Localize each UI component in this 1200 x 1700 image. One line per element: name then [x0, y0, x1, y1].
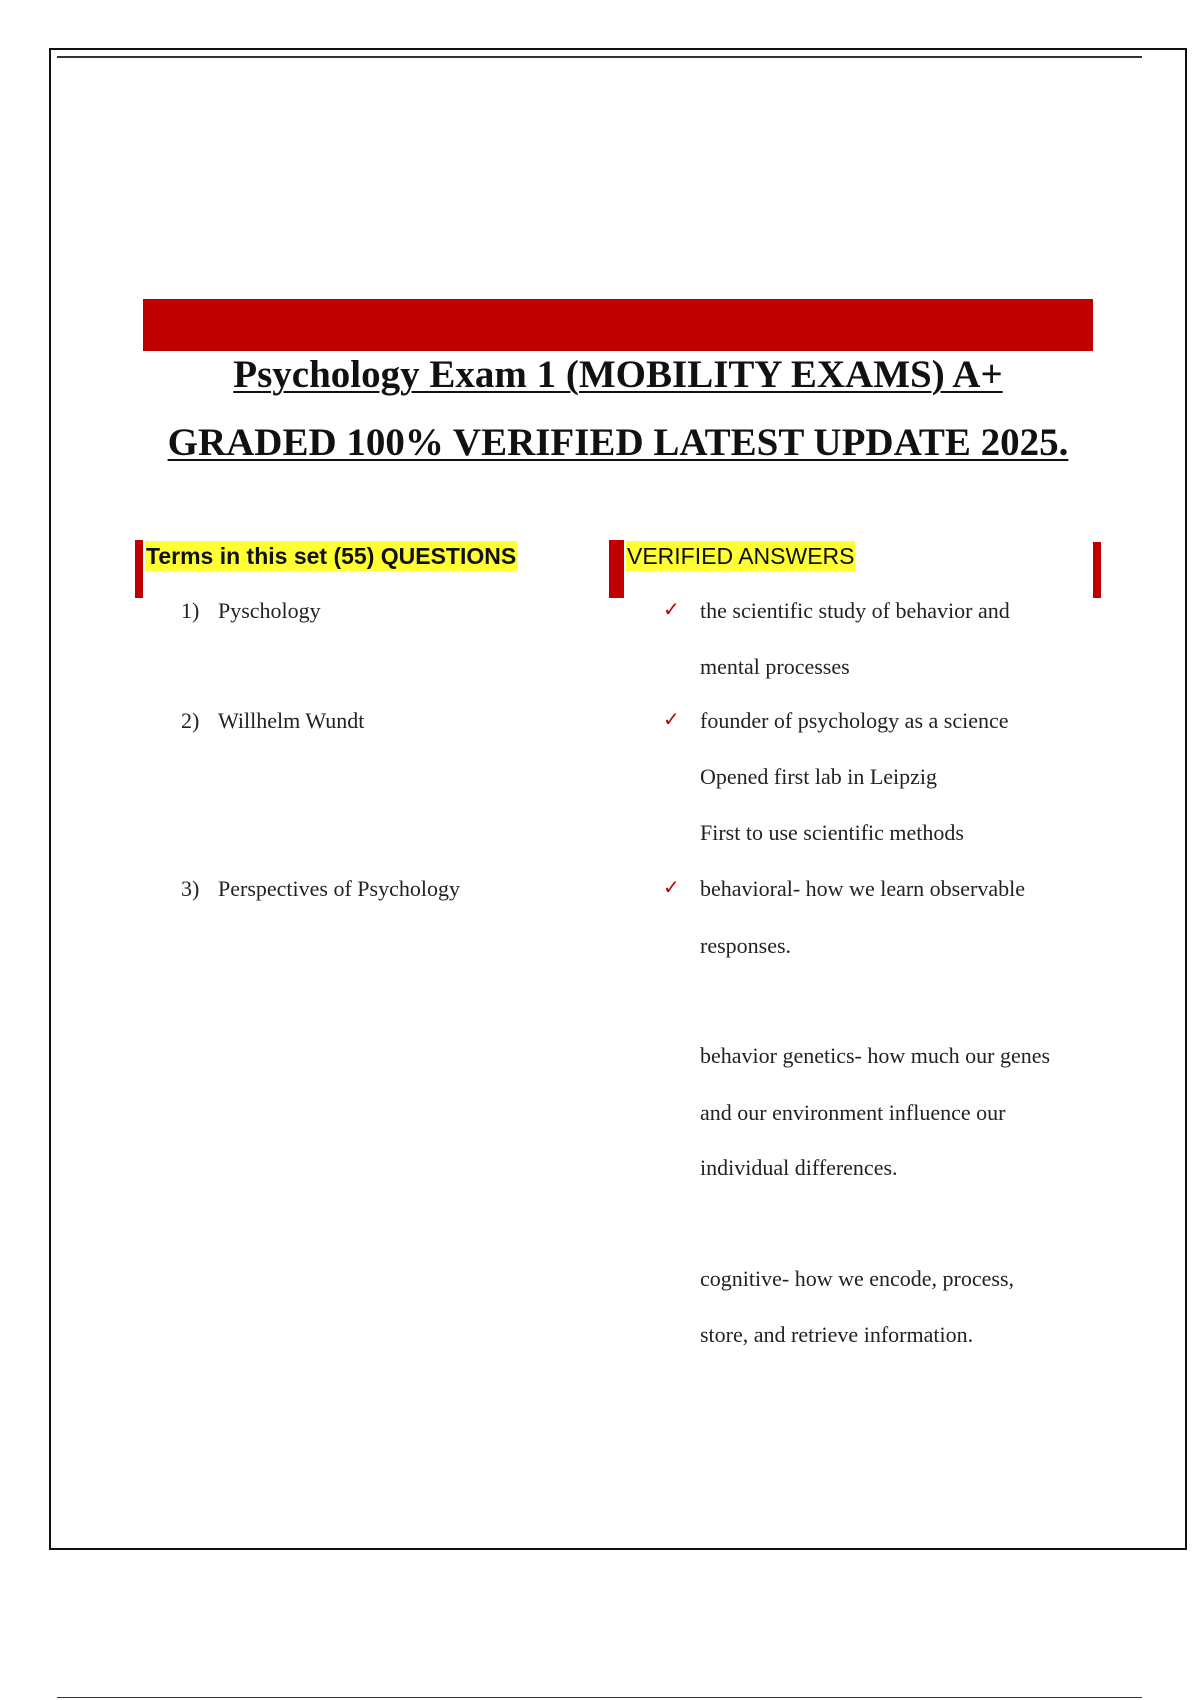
answer-line: responses. — [700, 933, 792, 958]
questions-header-accent-bar — [135, 540, 143, 598]
answer-line: behavioral- how we learn observable — [700, 876, 1025, 901]
answer-line: behavior genetics- how much our genes — [700, 1043, 1051, 1068]
question-term: Pyschology — [218, 598, 321, 623]
answer-line: individual differences. — [700, 1155, 898, 1180]
answer-line: and our environment influence our — [700, 1100, 1006, 1125]
document-title-line-2: GRADED 100% VERIFIED LATEST UPDATE 2025. — [167, 421, 1069, 464]
bottom-rule — [57, 1697, 1142, 1698]
question-number: 2) — [181, 708, 200, 733]
answer-line: mental processes — [700, 654, 850, 679]
checkmark-icon: ✓ — [663, 707, 680, 731]
question-term: Perspectives of Psychology — [218, 876, 460, 901]
questions-column-header — [135, 540, 535, 598]
answer-line: store, and retrieve information. — [700, 1322, 974, 1347]
checkmark-icon: ✓ — [663, 875, 680, 899]
questions-header-label: Terms in this set (55) QUESTIONS — [146, 543, 517, 569]
answer-line: First to use scientific methods — [700, 820, 964, 845]
answer-line: the scientific study of behavior and — [700, 598, 1010, 623]
answer-line: founder of psychology as a science — [700, 708, 1009, 733]
question-item — [181, 706, 364, 736]
answers-header-right-bar — [1093, 542, 1101, 598]
question-number: 1) — [181, 598, 200, 623]
page-frame — [49, 48, 1187, 1550]
question-term: Willhelm Wundt — [218, 708, 365, 733]
question-item — [181, 874, 460, 904]
checkmark-icon: ✓ — [663, 597, 680, 621]
answers-header-accent-bar — [609, 540, 624, 598]
question-item — [181, 596, 321, 626]
question-number: 3) — [181, 876, 200, 901]
title-banner — [143, 299, 1093, 351]
answer-line: Opened first lab in Leipzig — [700, 764, 938, 789]
document-title-line-1: Psychology Exam 1 (MOBILITY EXAMS) A+ — [233, 353, 1003, 396]
answer-line: cognitive- how we encode, process, — [700, 1266, 1015, 1291]
answers-header-label: VERIFIED ANSWERS — [627, 543, 855, 569]
answers-column-header — [609, 540, 855, 598]
